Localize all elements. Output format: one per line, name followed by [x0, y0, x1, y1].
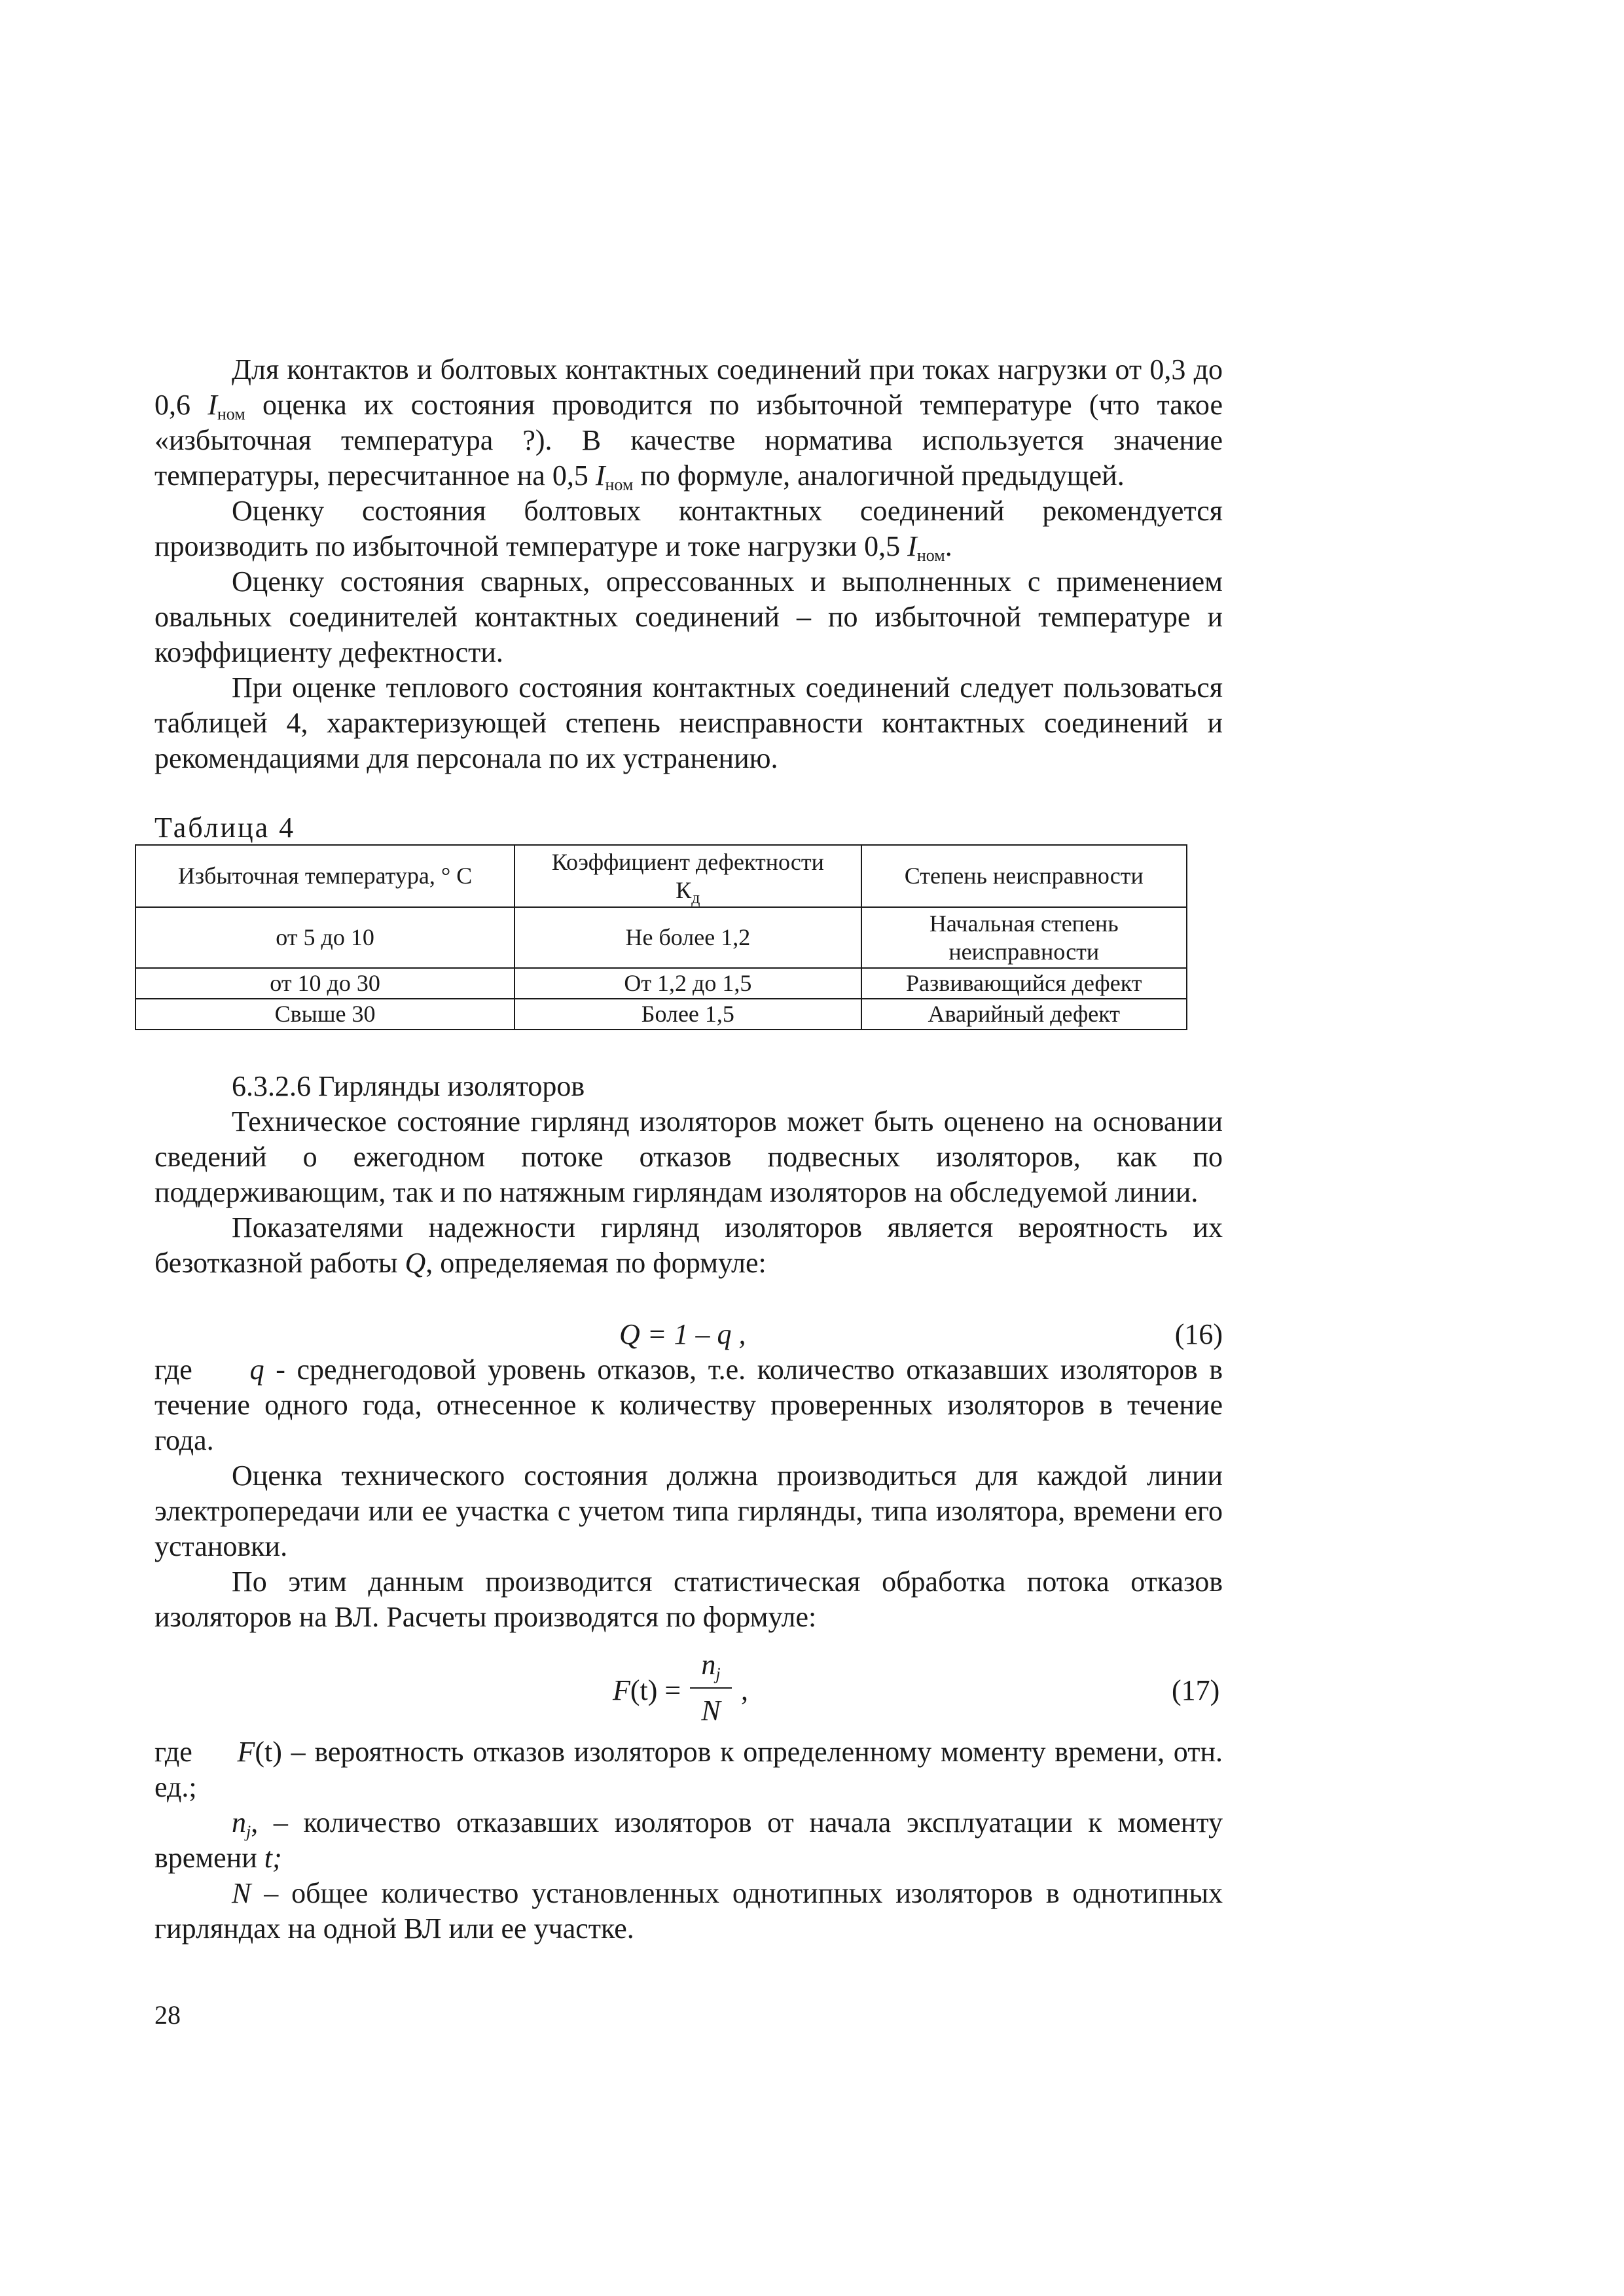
formula-16-expression: Q = 1 – q , [619, 1318, 746, 1350]
paragraph-thermal-assessment: При оценке теплового состояния контактных соединений следует пользоваться таблицей 4, характеризующей степень неисправности контактных соединений и рекомендациями для персонала по их устранению. [154, 672, 1223, 774]
table-caption: Таблица 4 [154, 812, 296, 844]
table-cell: Не более 1,2 [514, 907, 861, 968]
fraction-bar [690, 1687, 732, 1689]
formula-17-number: (17) [1172, 1674, 1220, 1706]
insulator-section-b [154, 1352, 1223, 1635]
paragraph-welded-contacts: Оценку состояния сварных, опрессованных и выполненных с применением овальных соединителей контактных соединений – по избыточной температуре и коэффициенту дефектности. [154, 565, 1223, 668]
where-n-definition: N – общее количество установленных однотипных изоляторов в однотипных гирляндах на одной ВЛ или ее участке. [154, 1877, 1223, 1945]
insulator-section-c [154, 1734, 1223, 1946]
fraction-numerator: $n_j$ [701, 1649, 721, 1683]
defect-table [135, 844, 1187, 1030]
formula-17-comma: , [741, 1674, 748, 1706]
table-row [135, 907, 1187, 968]
paragraph-contacts-temperature: Для контактов и болтовых контактных соединений при токах нагрузки от 0,3 до 0,6 $I_{ном}$ оценка их состояния проводится по избыточной температуре (что такое «избыточная температура ?). В качестве норматива используется значение температуры, пересчитанное на 0,5 $I_{ном}$ по формуле, аналогичной предыдущей. [154, 353, 1223, 494]
where-nj-definition: $n_j$, – количество отказавших изоляторов от начала эксплуатации к моменту времени t; [154, 1806, 1223, 1874]
header-fault-degree: Степень неисправности [861, 845, 1187, 907]
table-row [135, 968, 1187, 999]
paragraph-reliability: Показателями надежности гирлянд изоляторов является вероятность их безотказной работы Q, определяемая по формуле: [154, 1211, 1223, 1279]
paragraph-bolted-contacts: Оценку состояния болтовых контактных соединений рекомендуется производить по избыточной температуре и токе нагрузки 0,5 $I_{ном}$. [154, 495, 1223, 565]
header-defect-coefficient: Коэффициент дефектности $К_д$ [514, 845, 861, 907]
table-cell: Аварийный дефект [861, 999, 1187, 1030]
where-q-definition: где q - среднегодовой уровень отказов, т.е. количество отказавших изоляторов в течение одного года, отнесенное к количеству проверенных изоляторов в течение года. [154, 1354, 1223, 1456]
paragraph-insulator-state: Техническое состояние гирлянд изоляторов может быть оценено на основании сведений о ежегодном потоке отказов подвесных изоляторов, как по поддерживающим, так и по натяжным гирляндам изоляторов на обследуемой линии. [154, 1105, 1223, 1208]
table-cell: от 10 до 30 [135, 968, 514, 999]
insulator-section-a [154, 1069, 1223, 1281]
where-f-definition: где F(t) – вероятность отказов изоляторов к определенному моменту времени, отн. ед.; [154, 1736, 1223, 1803]
page-number: 28 [154, 2000, 181, 2030]
table-cell: Начальная степень неисправности [861, 907, 1187, 968]
contacts-section [154, 352, 1223, 776]
table-cell: От 1,2 до 1,5 [514, 968, 861, 999]
paragraph-assessment-per-line: Оценка технического состояния должна производиться для каждой линии электропередачи или ее участка с учетом типа гирлянды, типа изолятора, времени его установки. [154, 1460, 1223, 1562]
table-cell: Более 1,5 [514, 999, 861, 1030]
header-excess-temperature: Избыточная температура, ° С [135, 845, 514, 907]
formula-16-number: (16) [1174, 1318, 1223, 1350]
section-heading: 6.3.2.6 Гирлянды изоляторов [232, 1070, 585, 1102]
table-cell: от 5 до 10 [135, 907, 514, 968]
paragraph-statistical-processing: По этим данным производится статистическая обработка потока отказов изоляторов на ВЛ. Расчеты производятся по формуле: [154, 1566, 1223, 1633]
table-cell: Свыше 30 [135, 999, 514, 1030]
table-cell: Развивающийся дефект [861, 968, 1187, 999]
table-header-row [135, 845, 1187, 907]
fraction-denominator: N [701, 1695, 721, 1727]
formula-16 [154, 1317, 1223, 1352]
formula-17-lhs: F(t) = [613, 1674, 681, 1706]
table-row [135, 999, 1187, 1030]
formula-17-fraction [690, 1648, 732, 1728]
